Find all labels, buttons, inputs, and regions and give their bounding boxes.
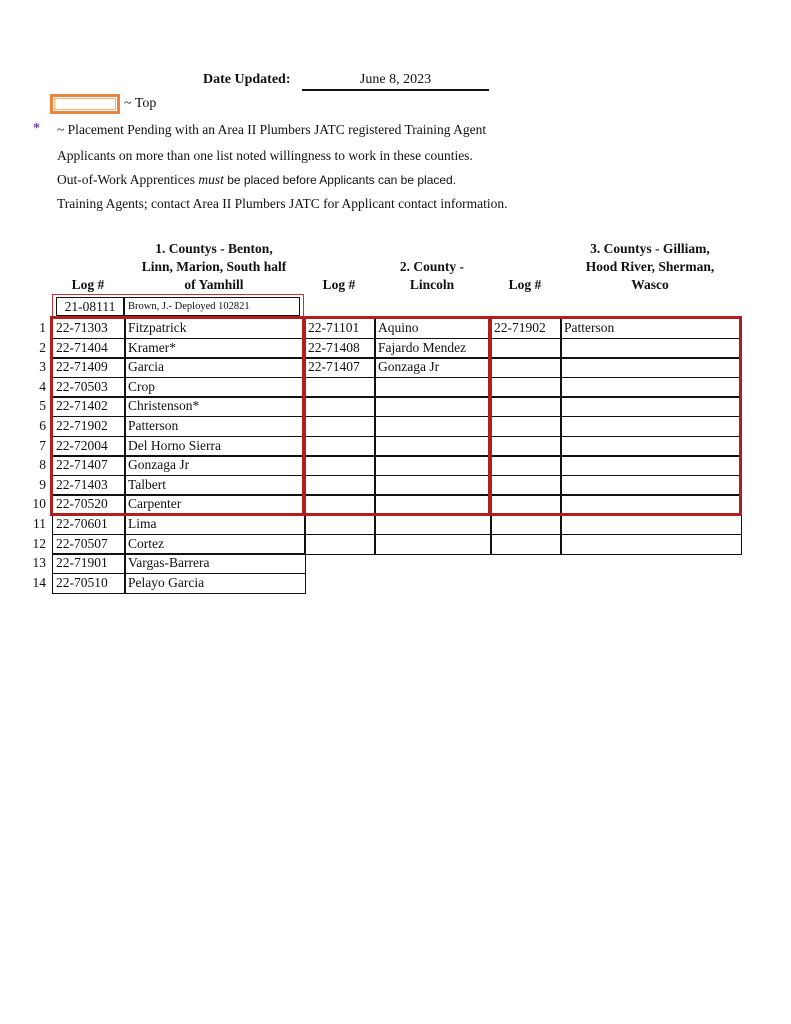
note-out-of-work-emphasis: must [198, 172, 224, 187]
county-1-log-cell: 22-70510 [52, 573, 126, 594]
note-out-of-work-prefix: Out-of-Work Apprentices [57, 172, 199, 187]
county-2-name-cell [374, 396, 492, 417]
county-3-name-cell [560, 357, 742, 378]
county-1-name-cell: Fitzpatrick [124, 318, 306, 339]
note-out-of-work [57, 172, 456, 188]
county-3-log-cell [490, 534, 562, 555]
top-legend-swatch [50, 94, 120, 114]
county-1-name-cell: Talbert [124, 475, 306, 496]
county-3-log-cell [490, 436, 562, 457]
county-1-log-cell: 22-71409 [52, 357, 126, 378]
county-3-header-line: Wasco [631, 277, 669, 292]
county-1-name-cell: Gonzaga Jr [124, 455, 306, 476]
county-3-log-cell [490, 357, 562, 378]
county-2-log-cell [304, 396, 376, 417]
county-3-log-cell [490, 475, 562, 496]
county-2-log-cell [304, 455, 376, 476]
asterisk-icon: * [33, 121, 40, 136]
county-1-name-cell: Garcia [124, 357, 306, 378]
county-3-name-cell [560, 475, 742, 496]
county-2-name-cell [374, 494, 492, 515]
row-number: 8 [39, 457, 46, 473]
county-2-log-cell [304, 514, 376, 535]
county-2-log-cell [304, 416, 376, 437]
row-number: 10 [32, 496, 46, 512]
row-number: 12 [32, 535, 46, 551]
row-number: 5 [39, 398, 46, 414]
county-3-log-cell [490, 514, 562, 535]
county-1-name-cell: Del Horno Sierra [124, 436, 306, 457]
county-2-name-cell: Fajardo Mendez [374, 338, 492, 359]
county-3-log-cell: 22-71902 [490, 318, 562, 339]
county-3-name-cell [560, 338, 742, 359]
county-1-log-cell: 22-72004 [52, 436, 126, 457]
date-updated-value: June 8, 2023 [302, 72, 489, 91]
column-header-log-3: Log # [508, 277, 542, 292]
county-1-log-cell: 22-71402 [52, 396, 126, 417]
county-3-name-cell: Patterson [560, 318, 742, 339]
county-1-header-line: 1. Countys - Benton, [155, 241, 273, 256]
top-legend-label: ~ Top [124, 96, 157, 111]
county-2-log-cell [304, 436, 376, 457]
county-2-header-line: 2. County - [399, 259, 465, 274]
county-3-log-cell [490, 455, 562, 476]
county-1-log-cell: 22-70601 [52, 514, 126, 535]
county-3-log-cell [490, 494, 562, 515]
county-3-log-cell [490, 416, 562, 437]
row-number: 1 [39, 320, 46, 335]
county-3-header-line: Hood River, Sherman, [585, 259, 715, 274]
county-2-log-cell: 22-71407 [304, 357, 376, 378]
county-2-name-cell [374, 416, 492, 437]
note-multiple-lists: Applicants on more than one list noted willingness to work in these counties. [57, 148, 473, 163]
county-3-name-cell [560, 455, 742, 476]
county-1-name-cell: Pelayo Garcia [124, 573, 306, 594]
county-3-name-cell [560, 396, 742, 417]
county-2-name-cell [374, 455, 492, 476]
county-1-header-line: Linn, Marion, South half [141, 259, 287, 274]
county-2-name-cell [374, 534, 492, 555]
row-number: 6 [39, 418, 46, 433]
county-2-name-cell: Gonzaga Jr [374, 357, 492, 378]
county-3-header-line: 3. Countys - Gilliam, [590, 241, 710, 256]
county-2-header-line: Lincoln [409, 277, 455, 292]
county-1-log-cell: 22-71403 [52, 475, 126, 496]
column-header-county-1 [124, 240, 304, 294]
county-2-name-cell [374, 377, 492, 398]
county-1-name-cell: Christenson* [124, 396, 306, 417]
pre-row-name: Brown, J.- Deployed 102821 [124, 297, 300, 316]
county-3-log-cell [490, 396, 562, 417]
county-2-name-cell [374, 475, 492, 496]
county-3-name-cell [560, 377, 742, 398]
row-number: 4 [39, 378, 46, 394]
county-2-log-cell [304, 377, 376, 398]
county-3-name-cell [560, 494, 742, 515]
column-header-log-1: Log # [71, 277, 105, 292]
column-header-county-2 [374, 258, 490, 294]
note-out-of-work-suffix: be placed before Applicants can be placed. [223, 173, 457, 187]
county-2-log-cell [304, 534, 376, 555]
county-1-name-cell: Kramer* [124, 338, 306, 359]
county-2-name-cell: Aquino [374, 318, 492, 339]
county-1-log-cell: 22-70503 [52, 377, 126, 398]
county-3-name-cell [560, 534, 742, 555]
county-1-log-cell: 22-71303 [52, 318, 126, 339]
county-1-name-cell: Vargas-Barrera [124, 553, 306, 574]
county-1-name-cell: Crop [124, 377, 306, 398]
row-number: 9 [39, 476, 46, 492]
row-number: 7 [39, 437, 46, 453]
county-1-log-cell: 22-71404 [52, 338, 126, 359]
county-3-name-cell [560, 436, 742, 457]
county-3-name-cell [560, 514, 742, 535]
county-1-log-cell: 22-71407 [52, 455, 126, 476]
column-header-log-2: Log # [322, 277, 356, 292]
county-1-log-cell: 22-71902 [52, 416, 126, 437]
county-3-name-cell [560, 416, 742, 437]
county-2-log-cell: 22-71408 [304, 338, 376, 359]
county-3-log-cell [490, 338, 562, 359]
placement-pending-note: ~ Placement Pending with an Area II Plumbers JATC registered Training Agent [57, 122, 487, 137]
county-1-log-cell: 22-71901 [52, 553, 126, 574]
note-training-agents: Training Agents; contact Area II Plumbers JATC for Applicant contact information. [57, 196, 508, 211]
pre-row-log: 21-08111 [56, 297, 124, 316]
row-number: 13 [32, 555, 46, 571]
date-updated-label: Date Updated: [203, 72, 291, 87]
county-3-log-cell [490, 377, 562, 398]
county-2-name-cell [374, 514, 492, 535]
county-1-name-cell: Lima [124, 514, 306, 535]
county-1-name-cell: Cortez [124, 534, 306, 555]
row-number: 11 [33, 516, 46, 531]
county-1-log-cell: 22-70507 [52, 534, 126, 555]
row-number: 2 [39, 339, 46, 355]
county-2-log-cell [304, 475, 376, 496]
county-1-name-cell: Carpenter [124, 494, 306, 515]
county-1-log-cell: 22-70520 [52, 494, 126, 515]
county-2-log-cell [304, 494, 376, 515]
row-number: 14 [32, 574, 46, 590]
county-2-log-cell: 22-71101 [304, 318, 376, 339]
county-2-name-cell [374, 436, 492, 457]
county-1-name-cell: Patterson [124, 416, 306, 437]
column-header-county-3 [560, 240, 740, 294]
county-1-header-line: of Yamhill [184, 277, 244, 292]
row-number: 3 [39, 359, 46, 375]
